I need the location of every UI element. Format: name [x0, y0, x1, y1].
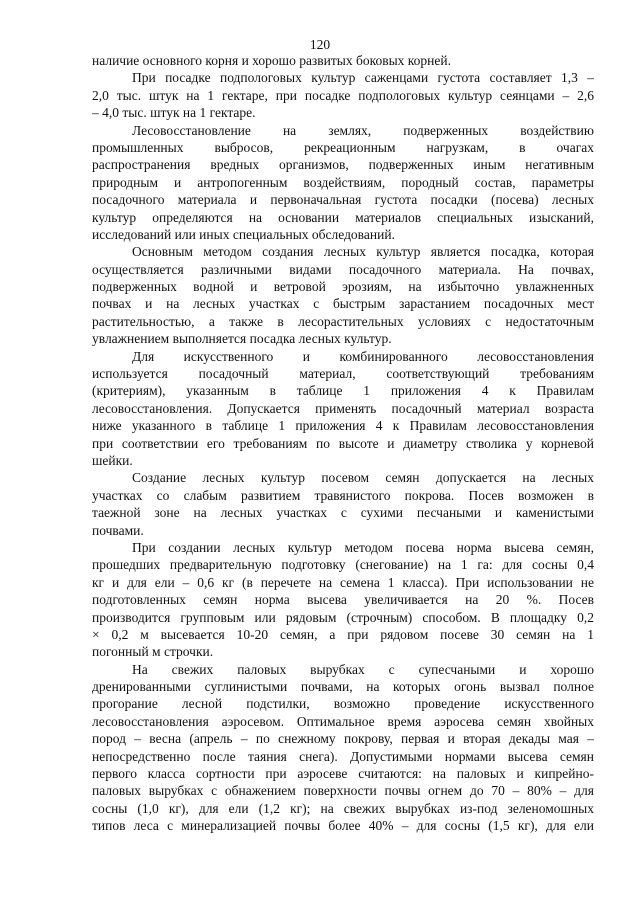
text-line: исследований или иных специальных обследований. — [92, 226, 395, 242]
paragraph — [92, 539, 594, 661]
text-line: сосны (1,0 кг), для ели (1,2 кг); на свежих вырубках из-под зеленомошных — [92, 800, 594, 816]
text-line: посадочного материала и первоначальная густота посадки (посева) лесных — [92, 192, 594, 208]
document-body — [92, 52, 594, 835]
page-number: 120 — [309, 37, 331, 52]
paragraph — [92, 348, 594, 470]
text-line: участках со слабым развитием травянистого покрова. Посев возможен в — [92, 487, 594, 503]
text-line: кг и для ели – 0,6 кг (в перечете на семена 1 класса). При использовании не — [92, 574, 594, 590]
paragraph — [92, 469, 594, 539]
text-line: лесовосстановления. Допускается применять посадочный материал возраста — [92, 400, 594, 416]
text-line: пород – весна (апрель – по снежному покрову, первая и вторая декады мая – — [92, 731, 594, 747]
paragraph — [92, 69, 594, 121]
text-line: Лесовосстановление на землях, подверженных воздействию — [132, 122, 594, 138]
text-line: паловых вырубках с обнажением поверхности почвы огнем до 70 – 80% – для — [92, 783, 594, 799]
text-line: непосредственно после таяния снега). Допустимыми нормами высева семян — [92, 748, 594, 764]
text-line: таежной зоне на лесных участках с сухими песчаными и каменистыми — [92, 505, 594, 521]
text-line: почвами. — [92, 522, 144, 538]
text-line: 2,0 тыс. штук на 1 гектаре, при посадке подпологовых культур сеянцами – 2,6 — [92, 87, 594, 103]
text-line: природным и антропогенным воздействиям, породный состав, параметры — [92, 174, 594, 190]
text-line: лесовосстановления аэросевом. Оптимальное время аэросева семян хвойных — [92, 713, 594, 729]
text-line: – 4,0 тыс. штук на 1 гектаре. — [92, 105, 256, 121]
text-line: используется посадочный материал, соответствующий требованиям — [92, 366, 594, 382]
text-line: Для искусственного и комбинированного лесовосстановления — [132, 348, 594, 364]
text-line: (критериям), указанным в таблице 1 приложения 4 к Правилам — [92, 383, 594, 399]
text-line: производится групповым или рядовым (строчным) способом. В площадку 0,2 — [92, 609, 594, 625]
text-line: подверженных водной и ветровой эрозиям, на избыточно увлажненных — [92, 279, 594, 295]
paragraph — [92, 122, 594, 244]
text-line: На свежих паловых вырубках с супесчаными и хорошо — [132, 661, 594, 677]
paragraph — [92, 243, 594, 347]
text-line: при соответствии его требованиям по высоте и диаметру стволика у корневой — [92, 435, 594, 451]
text-line: погонный м строчки. — [92, 644, 214, 660]
text-line: типов леса с минерализацией почвы более 40% – для сосны (1,5 кг), для ели — [92, 818, 594, 834]
text-line: Основным методом создания лесных культур является посадка, которая — [132, 244, 594, 260]
paragraph — [92, 661, 594, 835]
text-line: дренированными суглинистыми почвами, на которых огонь вызвал полное — [92, 679, 594, 695]
text-line: промышленных выбросов, рекреационным нагрузкам, в очагах — [92, 139, 594, 155]
text-line: осуществляется различными видами посадочного материала. На почвах, — [92, 261, 594, 277]
text-line: почвах и на лесных участках с быстрым зарастанием посадочных мест — [92, 296, 594, 312]
text-line: культур определяются на основании материалов специальных изысканий, — [92, 209, 594, 225]
text-line: × 0,2 м высевается 10-20 семян, а при рядовом посеве 30 семян на 1 — [92, 626, 594, 642]
text-line: При создании лесных культур методом посева норма высева семян, — [132, 539, 594, 555]
text-line: распространения вредных организмов, подверженных иным негативным — [92, 157, 594, 173]
text-line: первого класса сортности при аэросеве считаются: на паловых и кипрейно- — [92, 766, 594, 782]
text-line: прошедших предварительную подготовку (снегование) на 1 га: для сосны 0,4 — [92, 557, 594, 573]
text-line: прогорание лесной подстилки, возможно проведение искусственного — [92, 696, 594, 712]
text-line: наличие основного корня и хорошо развитых боковых корней. — [92, 53, 451, 68]
text-line: растительностью, а также в лесорастительных условиях с недостаточным — [92, 313, 594, 329]
text-line: При посадке подпологовых культур саженцами густота составляет 1,3 – — [132, 70, 594, 86]
text-line: ниже указанного в таблице 1 приложения 4 к Правилам лесовосстановления — [92, 418, 594, 434]
text-line: подготовленных семян норма высева увеличивается на 20 %. Посев — [92, 592, 594, 608]
paragraph — [92, 52, 594, 69]
text-line: Создание лесных культур посевом семян допускается на лесных — [132, 470, 594, 486]
text-line: шейки. — [92, 452, 133, 468]
text-line: увлажнением выполняется посадка лесных культур. — [92, 331, 392, 347]
